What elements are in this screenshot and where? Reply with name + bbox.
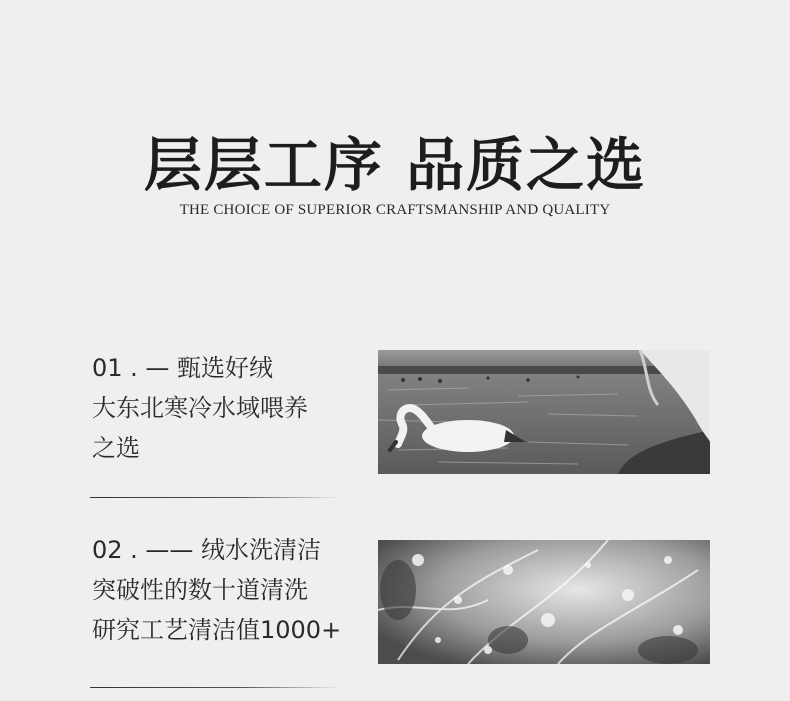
feature-2-heading: 02 . —— 绒水洗清洁 — [92, 536, 322, 564]
feature-text-1 — [92, 348, 342, 468]
divider-1 — [90, 497, 342, 498]
water-splash-photo — [378, 540, 710, 664]
feature-2-line-3: 研究工艺清洁值1000+ — [92, 616, 342, 644]
page-title: 层层工序 品质之选 — [143, 131, 647, 199]
feature-text-2 — [92, 530, 342, 650]
page-subtitle: THE CHOICE OF SUPERIOR CRAFTSMANSHIP AND QUALITY — [179, 202, 611, 218]
feature-1-heading: 01 . — 甄选好绒 — [92, 354, 274, 382]
feature-2-line-2: 突破性的数十道清洗 — [92, 576, 308, 604]
feature-1-line-3: 之选 — [92, 434, 140, 462]
swan-photo — [378, 350, 710, 474]
divider-2 — [90, 687, 342, 688]
feature-1-line-2: 大东北寒冷水域喂养 — [92, 394, 308, 422]
